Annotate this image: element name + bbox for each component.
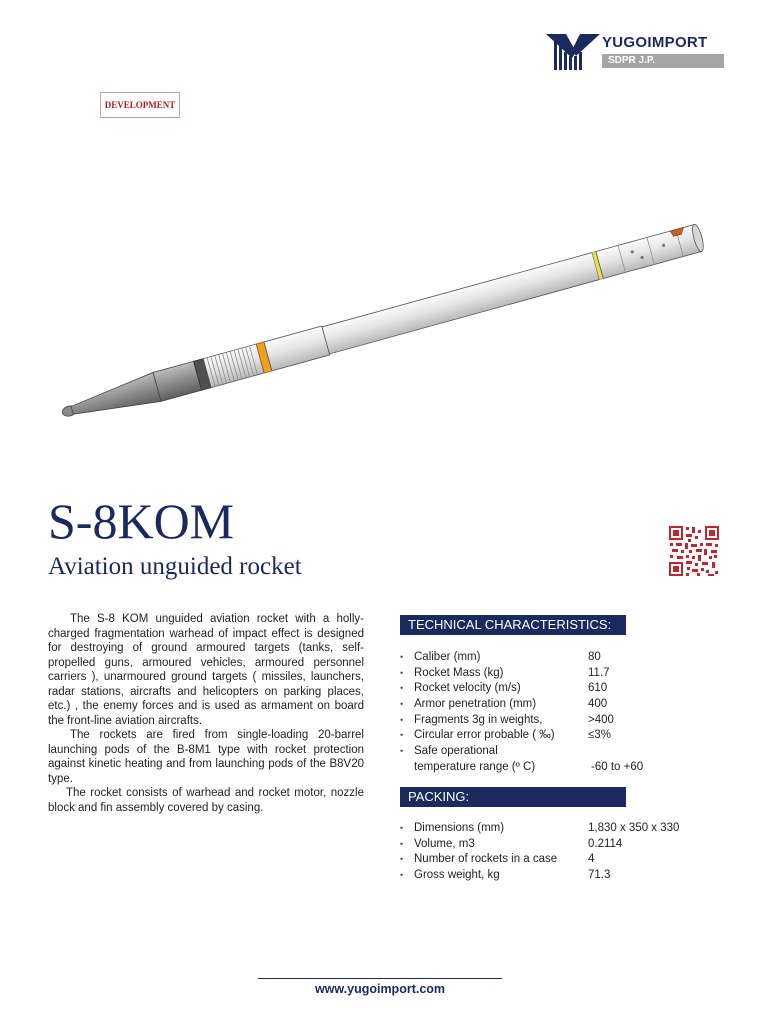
- spec-item: [400, 666, 720, 682]
- footer-divider: [258, 978, 502, 979]
- spec-label: • Volume, m3: [414, 837, 475, 850]
- spec-item: [400, 728, 720, 744]
- website-link[interactable]: www.yugoimport.com: [314, 982, 446, 996]
- spec-item: [400, 852, 720, 868]
- spec-label: • Gross weight, kg: [414, 869, 500, 882]
- spec-item: [400, 681, 720, 697]
- spec-value: 71.3: [588, 869, 611, 882]
- description-paragraph: The rockets are fired from single-loading 20-barrel launching pods of the B-8M1 type with rocket protection against kinetic heating and from launching pods of the B8V20 type.: [48, 729, 364, 785]
- packing-list: [400, 821, 720, 884]
- spec-label: • Caliber (mm): [414, 651, 481, 663]
- page-subtitle: Aviation unguided rocket: [48, 553, 302, 580]
- description-paragraph: The rocket consists of warhead and rocket motor, nozzle block and fin assembly covered by casing.: [48, 787, 364, 814]
- development-badge: DEVELOPMENT: [100, 92, 180, 118]
- technical-characteristics-heading: TECHNICAL CHARACTERISTICS:: [400, 615, 626, 635]
- spec-item: [400, 650, 720, 666]
- logo-name: YUGOIMPORT: [602, 34, 708, 51]
- spec-value: 0.2114: [588, 837, 623, 850]
- spec-label-continued: temperature range (º C): [414, 760, 536, 773]
- qr-code-icon: [668, 525, 720, 577]
- description-paragraph: The S-8 KOM unguided aviation rocket with a holly-charged fragmentation warhead of impact effect is designed for destroying of ground armoured targets (tanks, self-propelled guns, armoured vehicles, armoured personnel carriers ), unarmoured ground targets ( missiles, launchers, radar stations, aircrafts and helicopters on parking places, etc.) , the enemy forces and is used as armament on board the front-line aviation aircrafts.: [48, 613, 364, 727]
- rocket-image: [0, 220, 768, 420]
- spec-label: • Fragments 3g in weights,: [414, 713, 543, 726]
- spec-item: [400, 837, 720, 853]
- spec-label: • Dimensions (mm): [414, 822, 505, 834]
- yugoimport-logo-icon: [546, 30, 600, 72]
- logo-subtitle: SDPR J.P.: [602, 54, 724, 68]
- spec-label: • Rocket Mass (kg): [414, 666, 504, 679]
- spec-label: • Circular error probable ( ‰): [414, 729, 555, 742]
- packing-heading: PACKING:: [400, 787, 626, 807]
- spec-item: [400, 821, 720, 837]
- spec-value: 400: [588, 698, 608, 711]
- description-text: [48, 612, 364, 815]
- spec-value: >400: [588, 713, 614, 726]
- spec-value: ≤3%: [588, 729, 611, 742]
- spec-value: 1,830 x 350 x 330: [588, 822, 680, 834]
- page-title: S-8KOM: [48, 493, 235, 549]
- technical-characteristics-list: [400, 650, 720, 776]
- spec-item: [400, 697, 720, 713]
- spec-item: [400, 868, 720, 884]
- spec-value: 11.7: [588, 666, 610, 679]
- spec-value: 610: [588, 682, 608, 695]
- spec-label: • Safe operational: [414, 745, 498, 758]
- company-logo: [546, 30, 724, 72]
- spec-item: [400, 713, 720, 729]
- spec-value: -60 to +60: [591, 760, 644, 773]
- spec-label: • Armor penetration (mm): [414, 698, 537, 711]
- spec-item: [400, 744, 720, 775]
- spec-value: 80: [588, 651, 601, 663]
- spec-label: • Rocket velocity (m/s): [414, 682, 521, 695]
- spec-label: • Number of rockets in a case: [414, 853, 558, 866]
- spec-value: 4: [588, 853, 595, 866]
